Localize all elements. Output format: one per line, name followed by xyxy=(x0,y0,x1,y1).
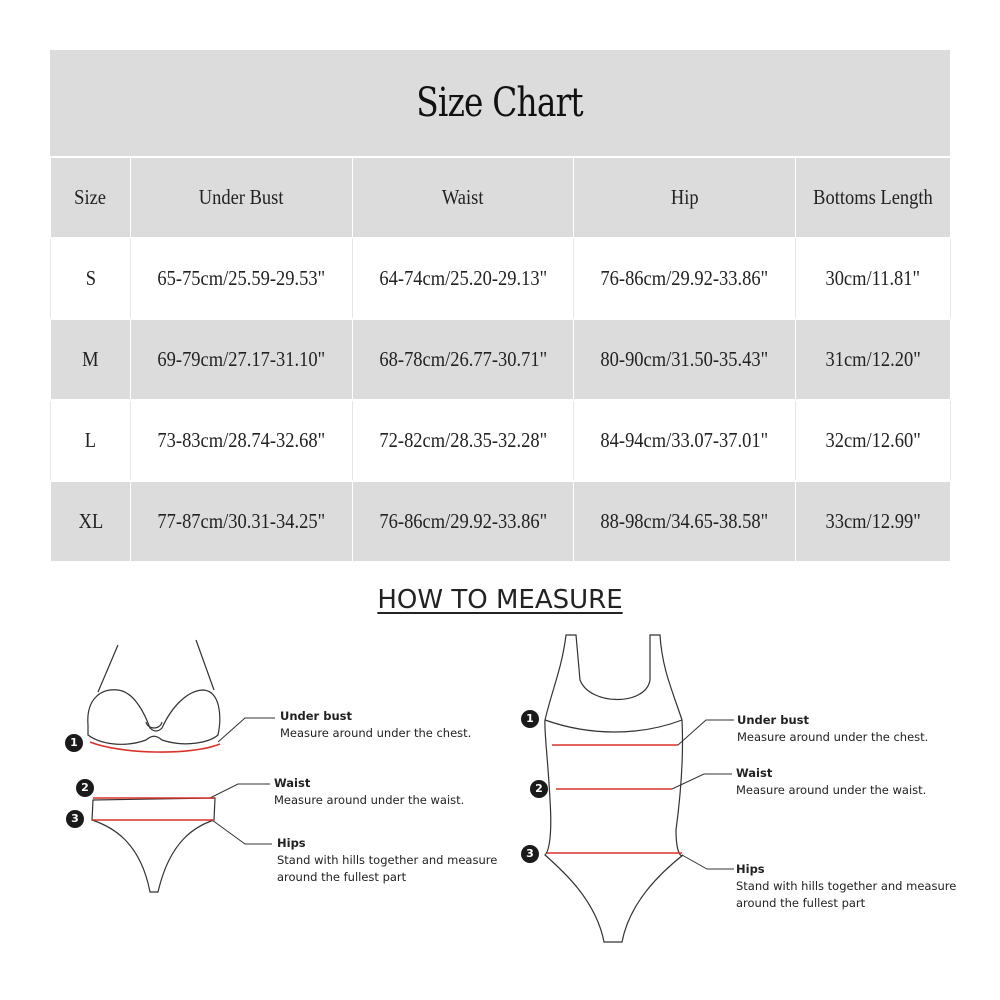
size-chart-title: Size Chart xyxy=(50,50,950,158)
bikini-waist-heading: Waist xyxy=(274,776,311,790)
swimsuit-step-3-badge: 3 xyxy=(521,845,539,863)
header-size: Size xyxy=(51,158,131,238)
cell-size: S xyxy=(51,238,131,319)
bikini-hips-heading: Hips xyxy=(277,836,306,850)
swimsuit-callout-lines xyxy=(672,720,734,869)
header-hip: Hip xyxy=(574,158,796,238)
swimsuit-under-bust-desc: Measure around under the chest. xyxy=(737,730,929,744)
bikini-under-bust-note xyxy=(280,708,471,742)
swimsuit-hips-note xyxy=(736,861,956,912)
cell-waist: 76-86cm/29.92-33.86" xyxy=(353,481,574,562)
cell-size: L xyxy=(51,400,131,481)
bikini-bottom-drawing xyxy=(92,798,215,892)
cell-bottoms-length: 31cm/12.20" xyxy=(796,319,951,400)
cell-bottoms-length: 32cm/12.60" xyxy=(796,400,951,481)
how-to-measure-title: HOW TO MEASURE xyxy=(377,585,623,615)
cell-waist: 64-74cm/25.20-29.13" xyxy=(353,238,574,319)
bikini-under-bust-desc: Measure around under the chest. xyxy=(280,726,472,740)
cell-waist: 68-78cm/26.77-30.71" xyxy=(353,319,574,400)
cell-hip: 88-98cm/34.65-38.58" xyxy=(574,481,796,562)
cell-under-bust: 69-79cm/27.17-31.10" xyxy=(131,319,353,400)
cell-hip: 80-90cm/31.50-35.43" xyxy=(574,319,796,400)
cell-size: XL xyxy=(51,481,131,562)
bikini-step-1-badge: 1 xyxy=(65,734,83,752)
swimsuit-hips-heading: Hips xyxy=(736,862,765,876)
cell-hip: 84-94cm/33.07-37.01" xyxy=(574,400,796,481)
bikini-top-drawing xyxy=(88,640,220,744)
header-waist: Waist xyxy=(353,158,574,238)
swimsuit-waist-note xyxy=(736,765,926,799)
swimsuit-waist-heading: Waist xyxy=(736,766,773,780)
cell-hip: 76-86cm/29.92-33.86" xyxy=(574,238,796,319)
swimsuit-hips-desc: Stand with hills together and measure around the fullest part xyxy=(736,879,957,910)
cell-under-bust: 65-75cm/25.59-29.53" xyxy=(131,238,353,319)
swimsuit-under-bust-heading: Under bust xyxy=(737,713,809,727)
cell-bottoms-length: 30cm/11.81" xyxy=(796,238,951,319)
bikini-step-3-badge: 3 xyxy=(66,810,84,828)
header-bottoms-length: Bottoms Length xyxy=(796,158,951,238)
bikini-hips-desc: Stand with hills together and measure around the fullest part xyxy=(277,853,498,884)
bikini-waist-desc: Measure around under the waist. xyxy=(274,793,465,807)
bikini-waist-note xyxy=(274,775,464,809)
bikini-step-2-badge: 2 xyxy=(76,779,94,797)
cell-bottoms-length: 33cm/12.99" xyxy=(796,481,951,562)
cell-under-bust: 73-83cm/28.74-32.68" xyxy=(131,400,353,481)
bikini-callout-lines xyxy=(210,718,275,844)
cell-waist: 72-82cm/28.35-32.28" xyxy=(353,400,574,481)
cell-under-bust: 77-87cm/30.31-34.25" xyxy=(131,481,353,562)
bikini-under-bust-heading: Under bust xyxy=(280,709,352,723)
swimsuit-under-bust-note xyxy=(737,712,928,746)
bikini-hips-note xyxy=(277,835,497,886)
cell-size: M xyxy=(51,319,131,400)
swimsuit-waist-desc: Measure around under the waist. xyxy=(736,783,927,797)
header-under-bust: Under Bust xyxy=(131,158,353,238)
swimsuit-step-2-badge: 2 xyxy=(530,780,548,798)
swimsuit-step-1-badge: 1 xyxy=(521,710,539,728)
